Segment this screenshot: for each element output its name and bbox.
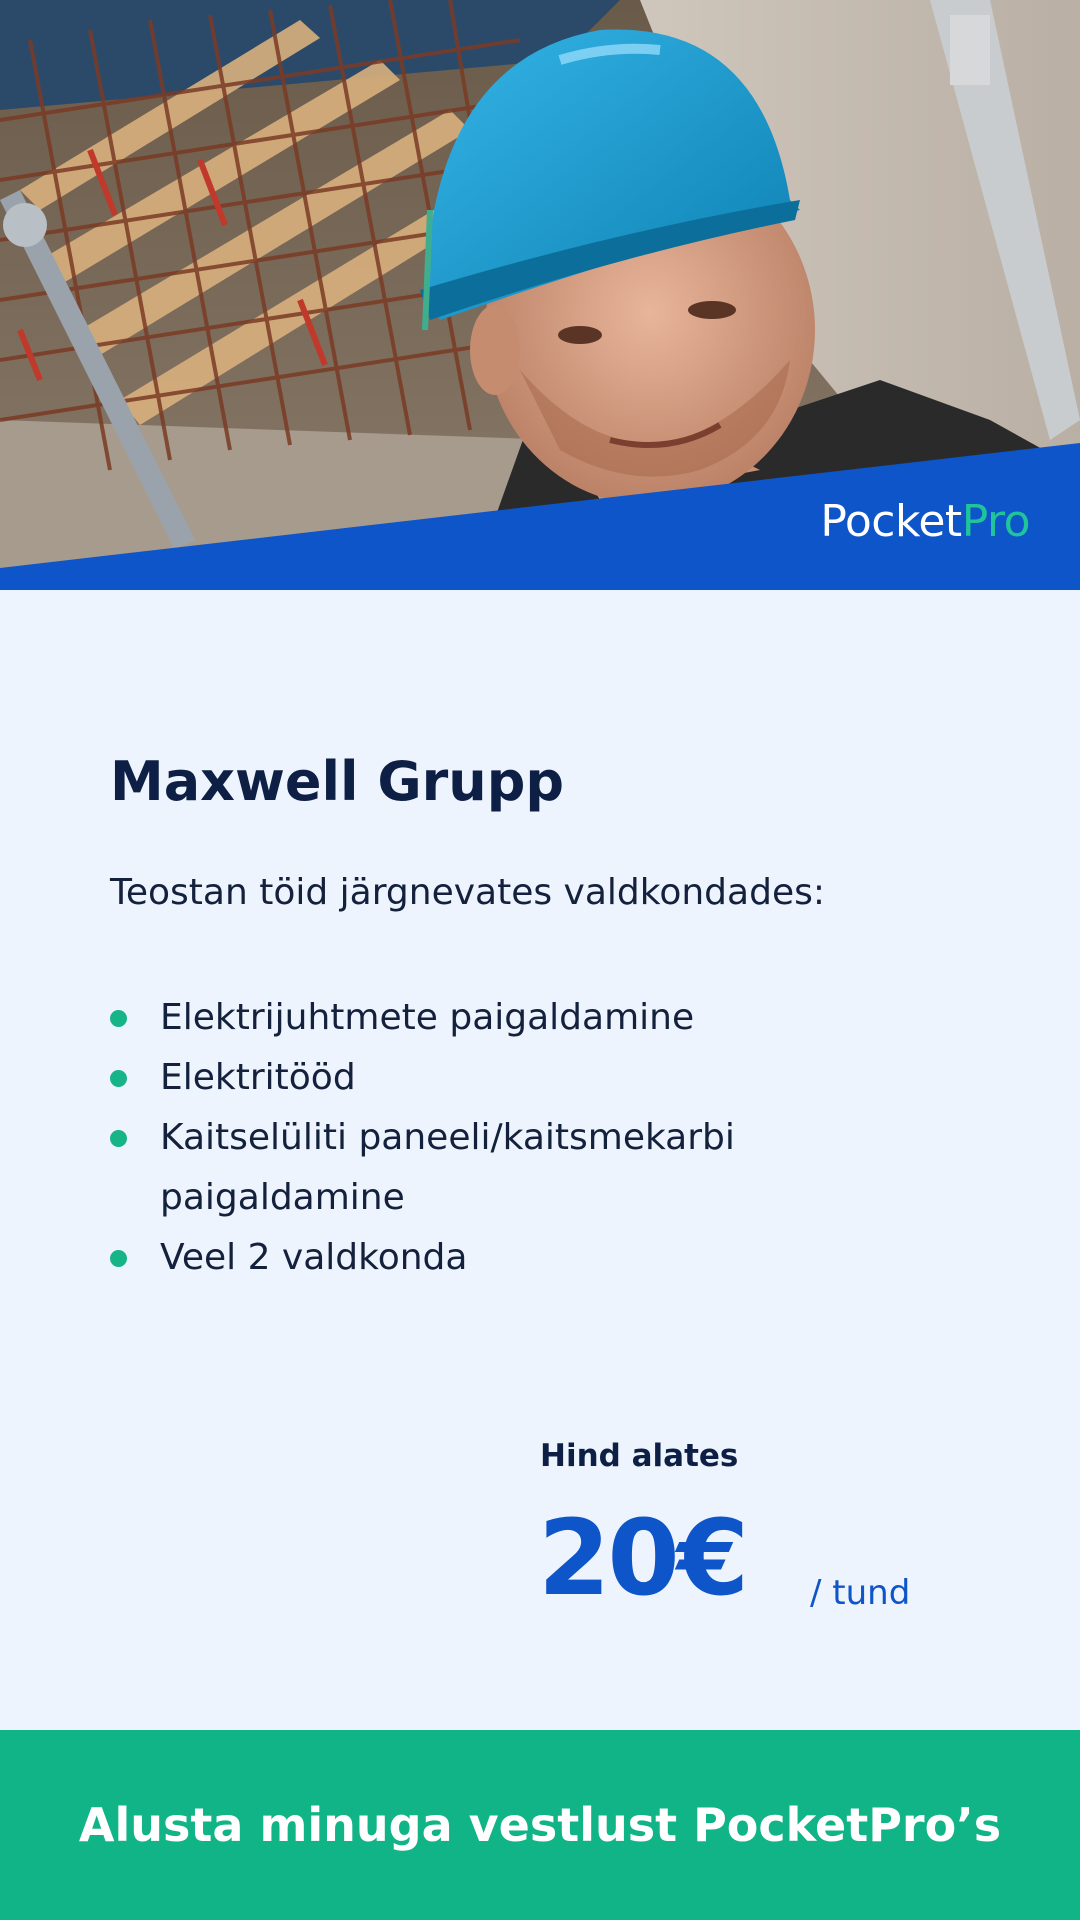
bullet-dot-icon — [110, 1010, 127, 1027]
service-item — [110, 1228, 910, 1288]
services-list — [110, 988, 910, 1288]
price-unit: / tund — [810, 1573, 911, 1613]
profile-name: Maxwell Grupp — [110, 750, 565, 813]
price-label: Hind alates — [540, 1438, 739, 1474]
service-label: Elektrijuhtmete paigaldamine — [160, 997, 695, 1038]
service-item — [110, 1048, 910, 1108]
service-label: Kaitselüliti paneeli/kaitsmekarbi paigaldamine — [160, 1117, 735, 1218]
service-label: Elektritööd — [160, 1057, 356, 1098]
bullet-dot-icon — [110, 1130, 127, 1147]
service-label: Veel 2 valdkonda — [160, 1237, 468, 1278]
hero-banner — [0, 0, 1080, 590]
price-value: 20€ — [538, 1497, 747, 1619]
pocketpro-logo: PocketPro — [820, 496, 1030, 547]
services-intro: Teostan töid järgnevates valdkondades: — [110, 872, 825, 913]
bullet-dot-icon — [110, 1250, 127, 1267]
service-item — [110, 1108, 910, 1228]
service-item — [110, 988, 910, 1048]
start-chat-button[interactable]: Alusta minuga vestlust PocketPro’s — [0, 1730, 1080, 1920]
bullet-dot-icon — [110, 1070, 127, 1087]
